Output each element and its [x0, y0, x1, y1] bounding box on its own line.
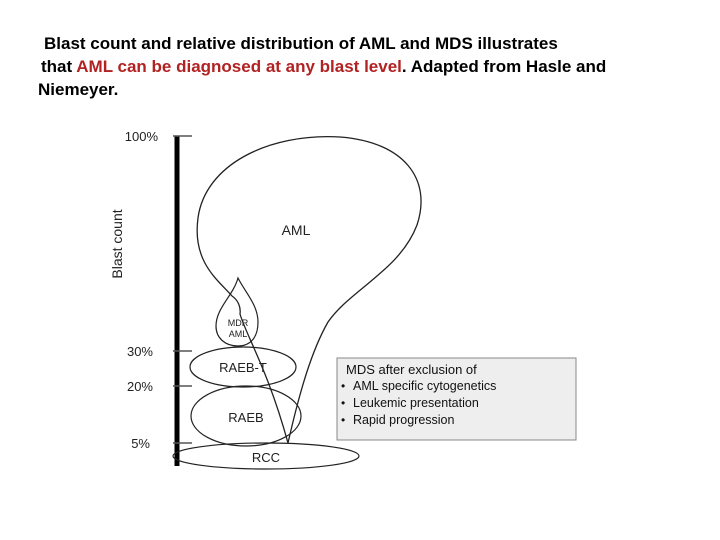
caption-line-2-end: . Adapted from Hasle and [401, 57, 607, 76]
mds-bullet-glyph-3: • [341, 413, 346, 427]
caption-line-1: Blast count and relative distribution of AML and MDS illustrates [44, 34, 558, 53]
aml-label: AML [281, 222, 311, 238]
mds-note-title: MDS after exclusion of [346, 362, 477, 377]
caption-highlight: AML can be diagnosed at any blast level [76, 57, 402, 76]
rcc-label: RCC [251, 450, 281, 465]
caption-line-2-start: that [41, 57, 77, 76]
mds-bullet-glyph-2: • [341, 396, 346, 410]
tick-label-100: 100% [124, 129, 158, 144]
raeb-t-label: RAEB-T [219, 360, 267, 375]
mds-bullet-2: Leukemic presentation [353, 396, 479, 410]
tick-label-5: 5% [131, 436, 150, 451]
mdr-aml-label-line-2: AML [228, 329, 248, 339]
mdr-aml-label-line-1: MDR [227, 318, 249, 328]
mds-bullet-glyph-1: • [341, 379, 346, 393]
mds-bullet-1: AML specific cytogenetics [353, 379, 497, 393]
mds-bullet-3: Rapid progression [353, 413, 455, 427]
raeb-label: RAEB [228, 410, 264, 425]
tick-label-20: 20% [126, 379, 153, 394]
caption-line-3: Niemeyer. [38, 80, 119, 99]
tick-label-30: 30% [126, 344, 153, 359]
y-axis-label: Blast count [109, 209, 125, 279]
